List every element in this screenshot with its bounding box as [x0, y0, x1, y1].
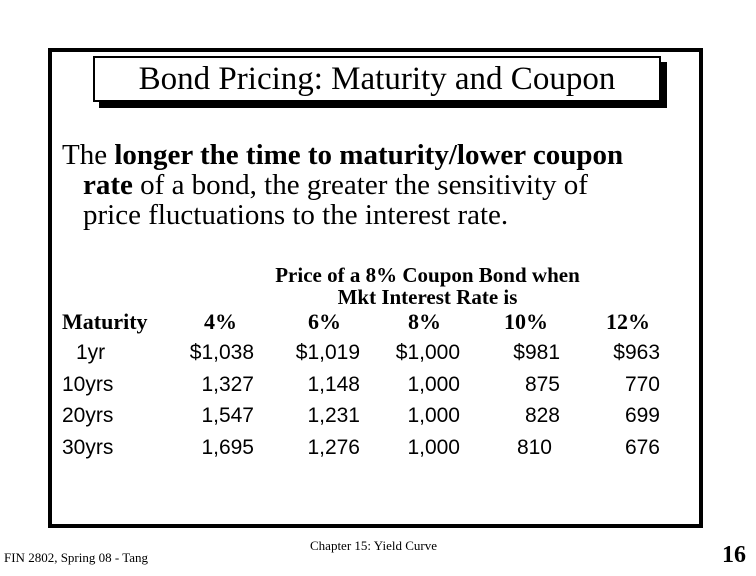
intro-bold-2: rate — [83, 169, 133, 201]
header-8pct: 8% — [408, 309, 441, 334]
price-cell: 828 — [524, 404, 560, 427]
price-cell: $1,000 — [395, 341, 460, 364]
price-cell: 676 — [624, 436, 660, 459]
price-cell: 1,276 — [307, 436, 360, 459]
maturity-cell: 30yrs — [62, 436, 114, 459]
price-cell: $963 — [613, 341, 660, 364]
price-cell: 810 — [516, 436, 552, 459]
price-cell: $1,019 — [295, 341, 360, 364]
page-number: 16 — [722, 542, 746, 568]
footer-chapter: Chapter 15: Yield Curve — [310, 538, 437, 553]
slide-title-text: Bond Pricing: Maturity and Coupon — [138, 61, 616, 97]
price-cell: $1,038 — [189, 341, 254, 364]
header-4pct: 4% — [204, 309, 237, 334]
header-10pct: 10% — [504, 309, 548, 334]
price-cell: 1,000 — [407, 373, 460, 396]
intro-bold-1: longer the time to maturity/lower coupon — [114, 139, 624, 171]
intro-line-3: price fluctuations to the interest rate. — [83, 199, 509, 231]
intro-line-1 — [62, 140, 692, 170]
price-cell: 1,327 — [201, 373, 254, 396]
price-cell: 1,547 — [201, 404, 254, 427]
intro-rest-2: of a bond, the greater the sensitivity of — [132, 169, 588, 201]
intro-paragraph — [62, 140, 692, 230]
price-cell: 699 — [624, 404, 660, 427]
maturity-cell: 20yrs — [62, 404, 114, 427]
price-cell: 1,231 — [307, 404, 360, 427]
table-caption: Price of a 8% Coupon Bond when Mkt Interest Rate is — [275, 263, 580, 309]
header-maturity: Maturity — [62, 309, 148, 334]
price-cell: 770 — [624, 373, 660, 396]
maturity-cell: 10yrs — [62, 373, 114, 396]
price-cell: 1,695 — [201, 436, 254, 459]
header-6pct: 6% — [308, 309, 341, 334]
intro-prefix: The — [62, 139, 115, 171]
price-cell: 1,148 — [307, 373, 360, 396]
header-12pct: 12% — [606, 309, 650, 334]
slide-title — [93, 56, 661, 102]
maturity-cell: 1yr — [76, 341, 106, 364]
price-cell: 1,000 — [407, 436, 460, 459]
price-cell: 875 — [524, 373, 560, 396]
price-cell: $981 — [513, 341, 560, 364]
price-cell: 1,000 — [407, 404, 460, 427]
footer-course: FIN 2802, Spring 08 - Tang — [4, 550, 149, 565]
intro-line-2 — [62, 170, 692, 200]
